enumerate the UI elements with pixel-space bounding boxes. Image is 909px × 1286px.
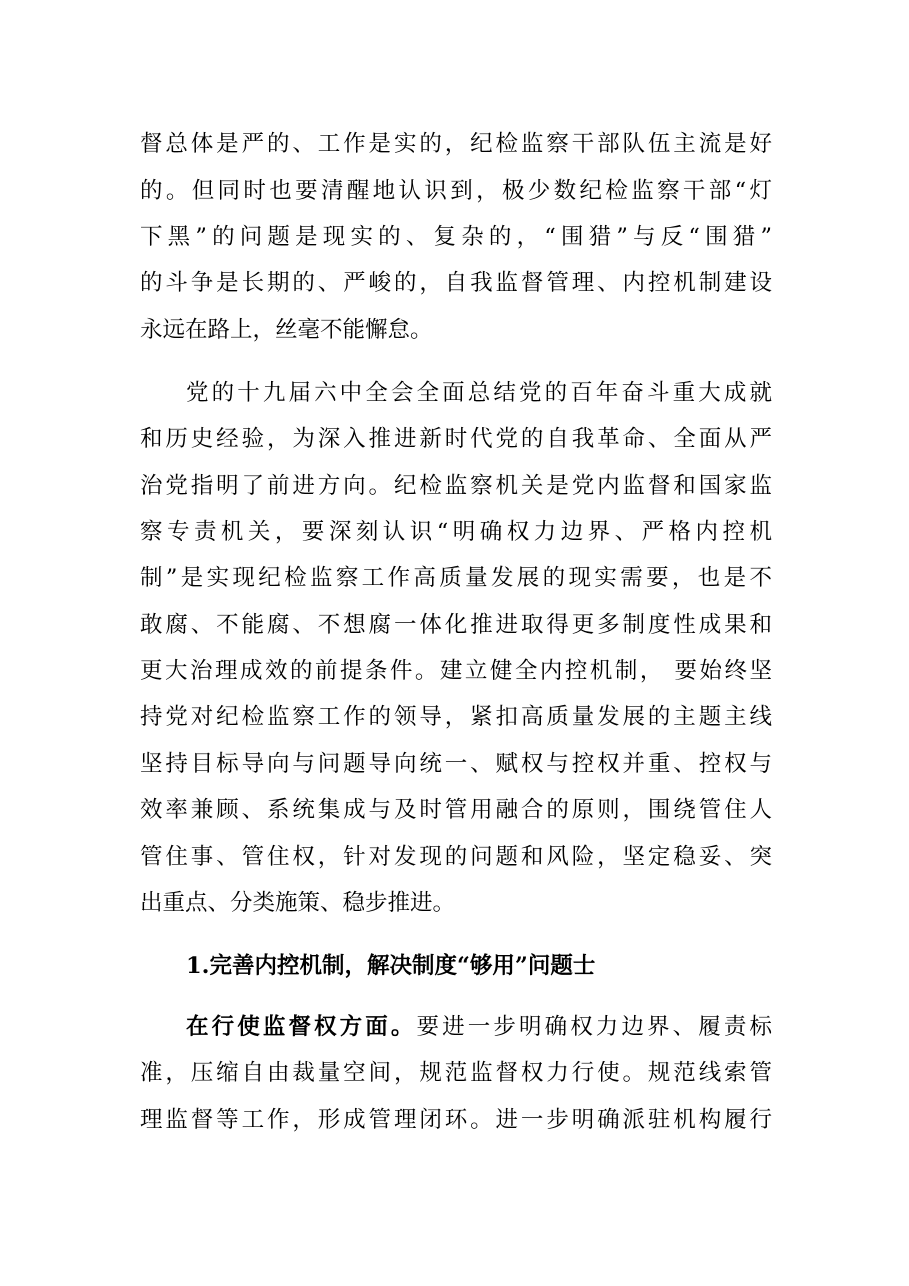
paragraph-1-line-3: 下黑”的问题是现实的、复杂的，“围猎”与反“围猎”	[140, 224, 772, 250]
paragraph-2-line-1: 党的十九届六中全会全面总结党的百年奋斗重大成就	[186, 380, 772, 406]
paragraph-2-line-6: 敢腐、不能腐、不想腐一体化推进取得更多制度性成果和	[140, 612, 772, 638]
paragraph-2-line-2: 和历史经验，为深入推进新时代党的自我革命、全面从严	[140, 426, 772, 452]
paragraph-2-line-3: 治党指明了前进方向。纪检监察机关是党内监督和国家监	[140, 473, 772, 499]
section-heading: 1.完善内控机制，解决制度“够用”问题士	[186, 953, 596, 979]
paragraph-3-line-1-text: 要进一步明确权力边界、履责标	[416, 1014, 772, 1040]
paragraph-1-line-1: 督总体是严的、工作是实的，纪检监察干部队伍主流是好	[140, 131, 772, 157]
paragraph-1-line-4: 的斗争是长期的、严峻的，自我监督管理、内控机制建设	[140, 270, 772, 296]
paragraph-3-line-1	[186, 1012, 772, 1042]
paragraph-2-line-11: 管住事、管住权，针对发现的问题和风险，坚定稳妥、突	[140, 844, 772, 870]
paragraph-3-lead: 在行使监督权方面。	[186, 1014, 417, 1040]
paragraph-2-line-9: 坚持目标导向与问题导向统一、赋权与控权并重、控权与	[140, 751, 772, 777]
paragraph-3-line-3: 理监督等工作，形成管理闭环。进一步明确派驻机构履行	[140, 1107, 772, 1133]
paragraph-2-line-7: 更大治理成效的前提条件。建立健全内控机制， 要始终坚	[140, 658, 772, 684]
paragraph-2-line-5: 制”是实现纪检监察工作高质量发展的现实需要，也是不	[140, 565, 772, 591]
paragraph-2-line-4: 察专责机关，要深刻认识“明确权力边界、严格内控机	[140, 519, 772, 545]
paragraph-1-line-5: 永远在路上，丝毫不能懈怠。	[140, 317, 433, 343]
paragraph-2-line-12: 出重点、分类施策、稳步推进。	[140, 890, 456, 916]
paragraph-1-line-2: 的。但同时也要清醒地认识到，极少数纪检监察干部“灯	[140, 178, 772, 204]
paragraph-3-line-2: 准，压缩自由裁量空间，规范监督权力行使。规范线索管	[140, 1060, 772, 1086]
paragraph-2-line-10: 效率兼顾、系统集成与及时管用融合的原则，围绕管住人	[140, 797, 772, 823]
paragraph-2-line-8: 持党对纪检监察工作的领导，紧扣高质量发展的主题主线	[140, 704, 772, 730]
